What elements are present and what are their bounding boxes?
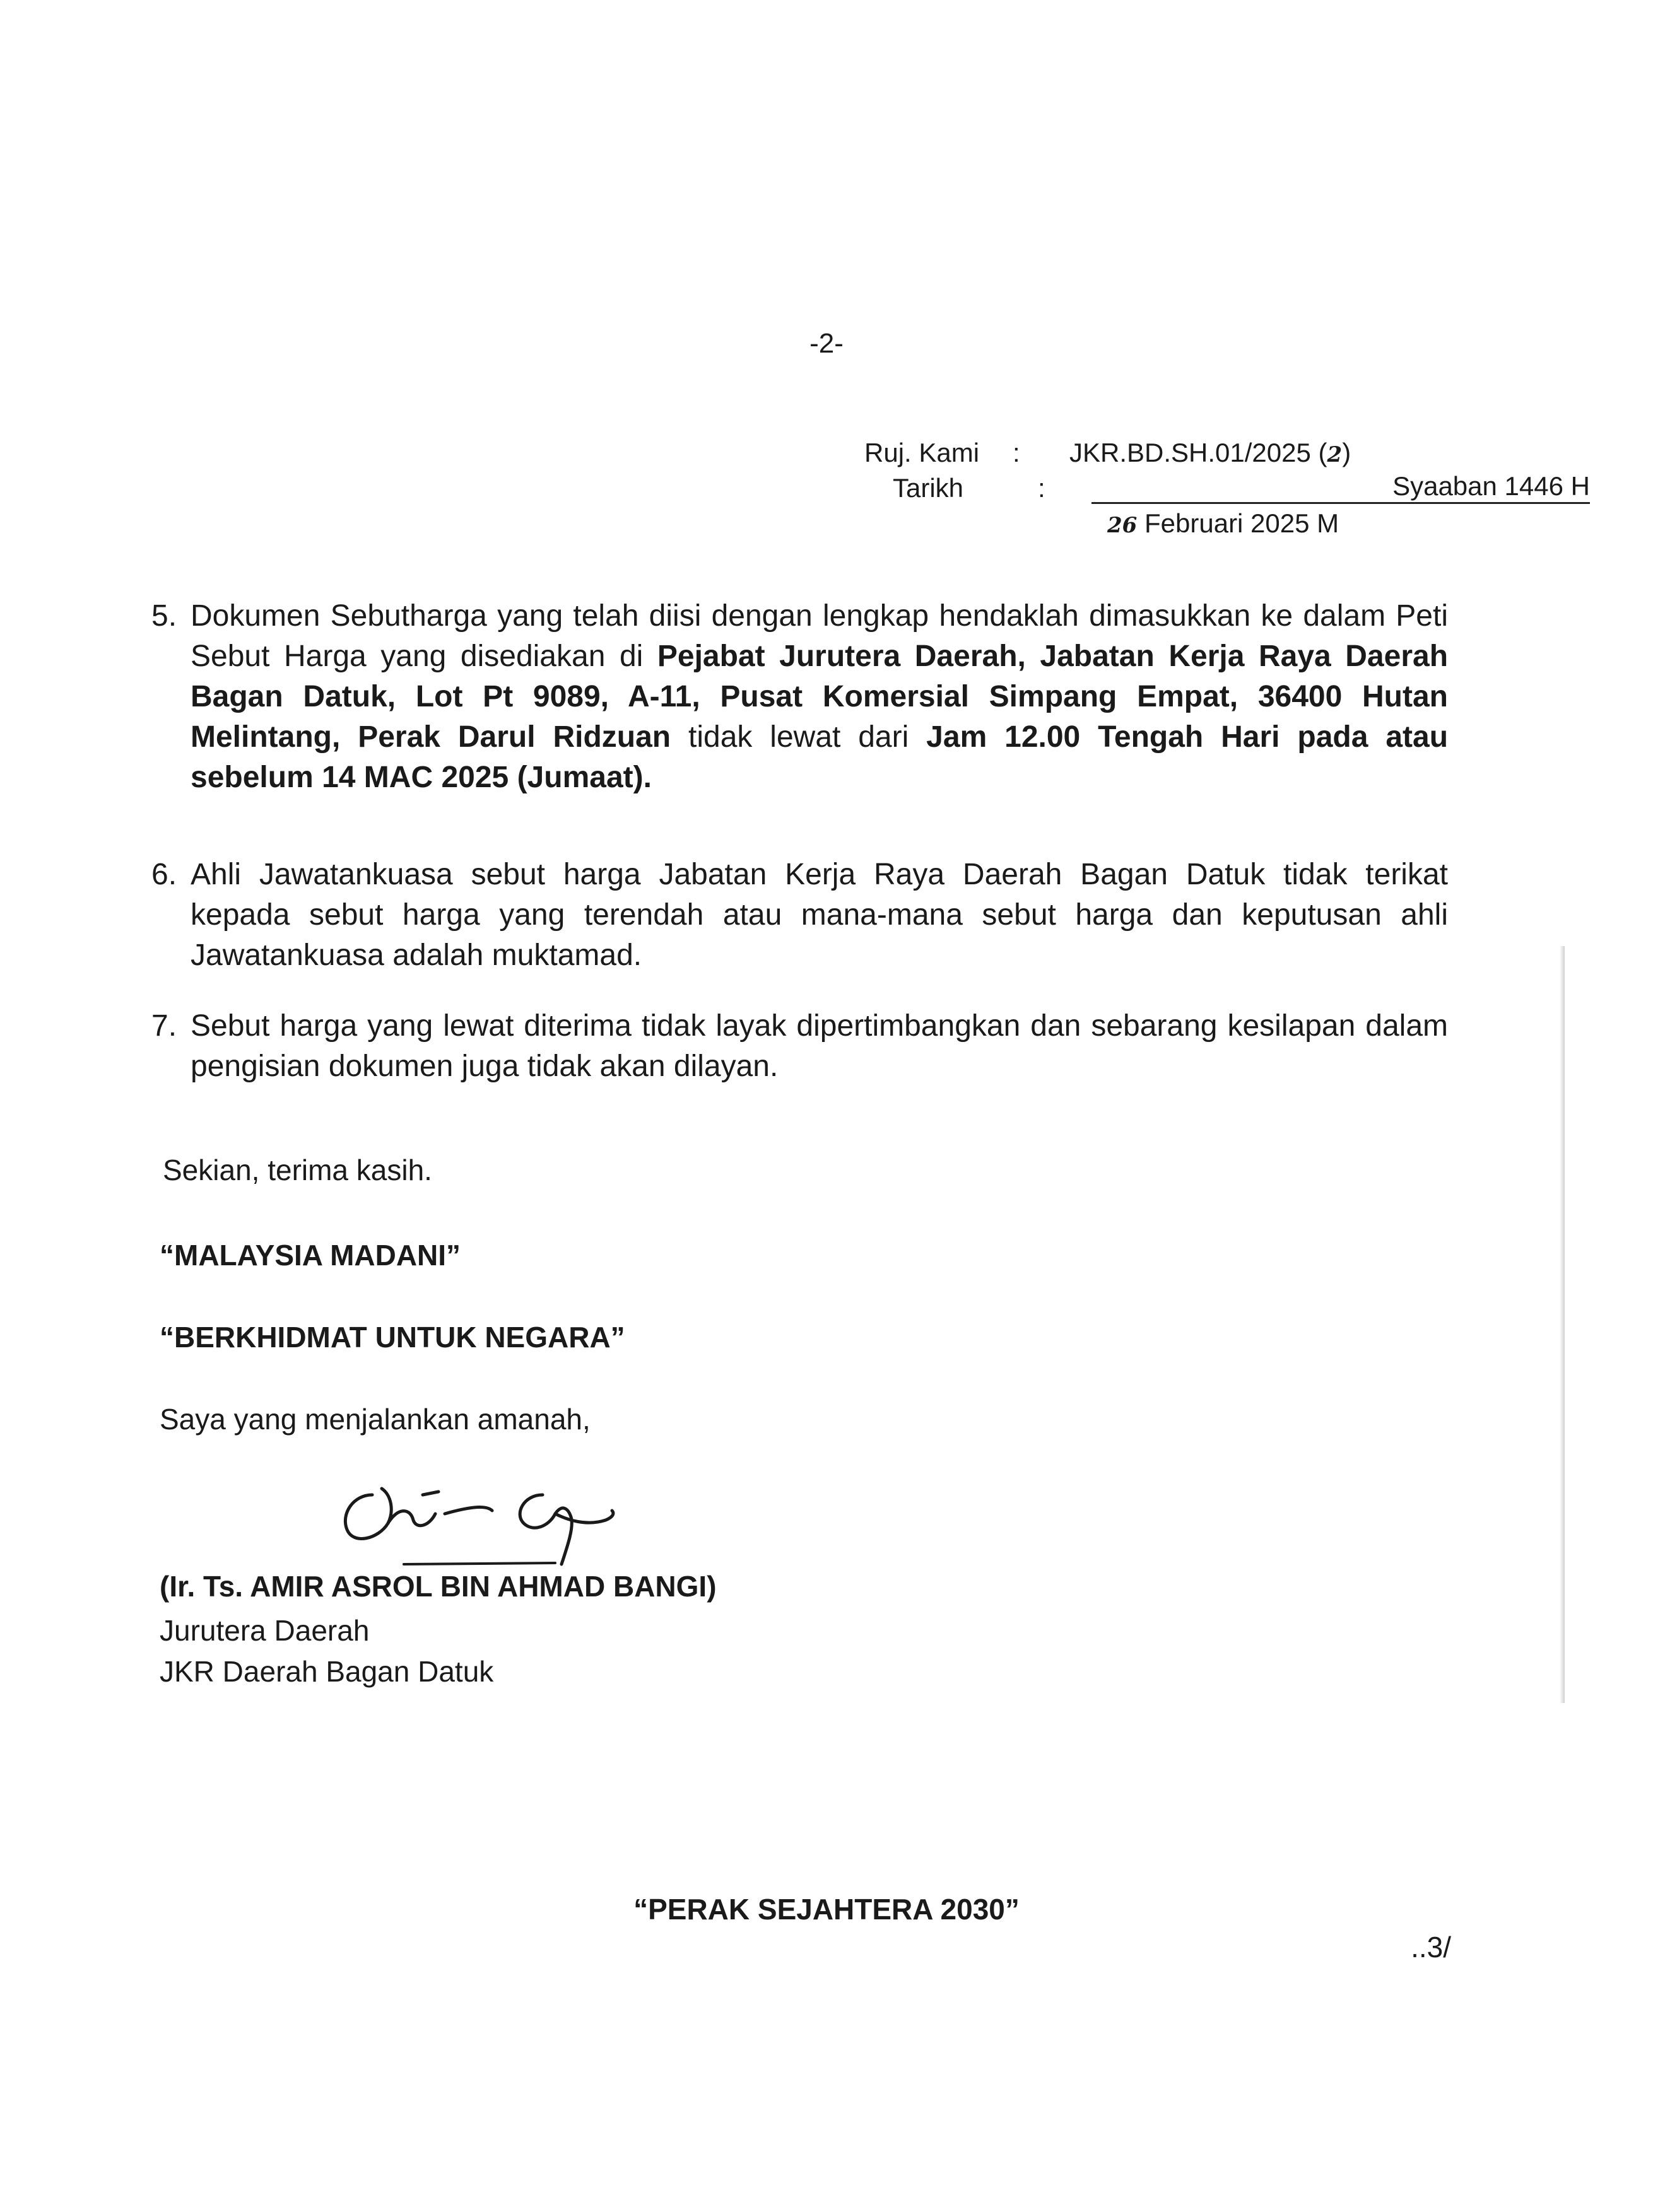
- signatory-office: JKR Daerah Bagan Datuk: [160, 1655, 494, 1688]
- item-number: 5.: [151, 599, 177, 633]
- closing-text: Sekian, terima kasih.: [163, 1154, 432, 1186]
- item-number: 6.: [151, 858, 177, 891]
- signatory-title: Jurutera Daerah: [160, 1614, 370, 1647]
- page-number: -2-: [809, 328, 844, 359]
- handwritten-signature: [328, 1470, 625, 1577]
- sign-off: Saya yang menjalankan amanah,: [160, 1403, 591, 1436]
- ref-tarikh-masihi: Februari 2025 M: [1144, 508, 1339, 538]
- item-bold-address: Pejabat Jurutera Daerah, Jabatan Kerja Raya Daerah Bagan Datuk, Lot Pt 9089, A-11, Pusat Komersial Simpang Empat, 36400 Hutan Melintang, Perak Darul Ridzuan: [191, 640, 1449, 754]
- ref-tarikh-day-handwritten: 26: [1107, 513, 1138, 538]
- item-6: [151, 855, 1448, 976]
- item-text: Dokumen Sebutharga yang telah diisi dengan lengkap hendaklah dimasukkan ke dalam Peti Sebut Harga yang disediakan di: [191, 599, 1448, 673]
- item-body: Sebut harga yang lewat diterima tidak layak dipertimbangkan dan sebarang kesilapan dalam pengisian dokumen juga tidak akan dilayan.: [191, 1009, 1448, 1083]
- item-body: [191, 596, 1448, 798]
- item-body: Ahli Jawatankuasa sebut harga Jabatan Kerja Raya Daerah Bagan Datuk tidak terikat kepada sebut harga yang terendah atau mana-mana sebut harga dan keputusan ahli Jawatankuasa adalah muktamad.: [191, 858, 1448, 972]
- ref-ruj-number: JKR.BD.SH.01/2025 (: [1069, 438, 1327, 467]
- ref-ruj-label: Ruj. Kami: [864, 438, 980, 467]
- item-bold-deadline: Jam 12.00 Tengah Hari pada atau sebelum 14 MAC 2025 (Jumaat).: [191, 720, 1449, 794]
- item-number: 7.: [151, 1009, 177, 1043]
- scan-edge-shadow: [1560, 946, 1565, 1703]
- ref-ruj-value: [1069, 435, 1351, 472]
- footer-motto: “PERAK SEJAHTERA 2030”: [633, 1893, 1020, 1926]
- ref-tarikh-colon: :: [1038, 473, 1045, 503]
- slogan-berkhidmat: “BERKHIDMAT UNTUK NEGARA”: [160, 1321, 625, 1354]
- ref-ruj-handwritten: 2: [1327, 442, 1343, 467]
- ref-ruj-colon: :: [1013, 438, 1020, 467]
- next-page-indicator: ..3/: [1411, 1931, 1451, 1963]
- item-5: [151, 596, 1448, 798]
- ref-tarikh-label: Tarikh: [893, 473, 964, 503]
- item-7: [151, 1006, 1448, 1087]
- ref-tarikh-hijri: Syaaban 1446 H: [1091, 471, 1590, 504]
- slogan-malaysia-madani: “MALAYSIA MADANI”: [160, 1239, 461, 1272]
- signatory-name: (Ir. Ts. AMIR ASROL BIN AHMAD BANGI): [160, 1570, 717, 1603]
- ref-ruj-close: ): [1342, 438, 1351, 467]
- item-text: tidak lewat dari: [671, 720, 927, 754]
- ref-tarikh-masihi-line: [1107, 506, 1339, 543]
